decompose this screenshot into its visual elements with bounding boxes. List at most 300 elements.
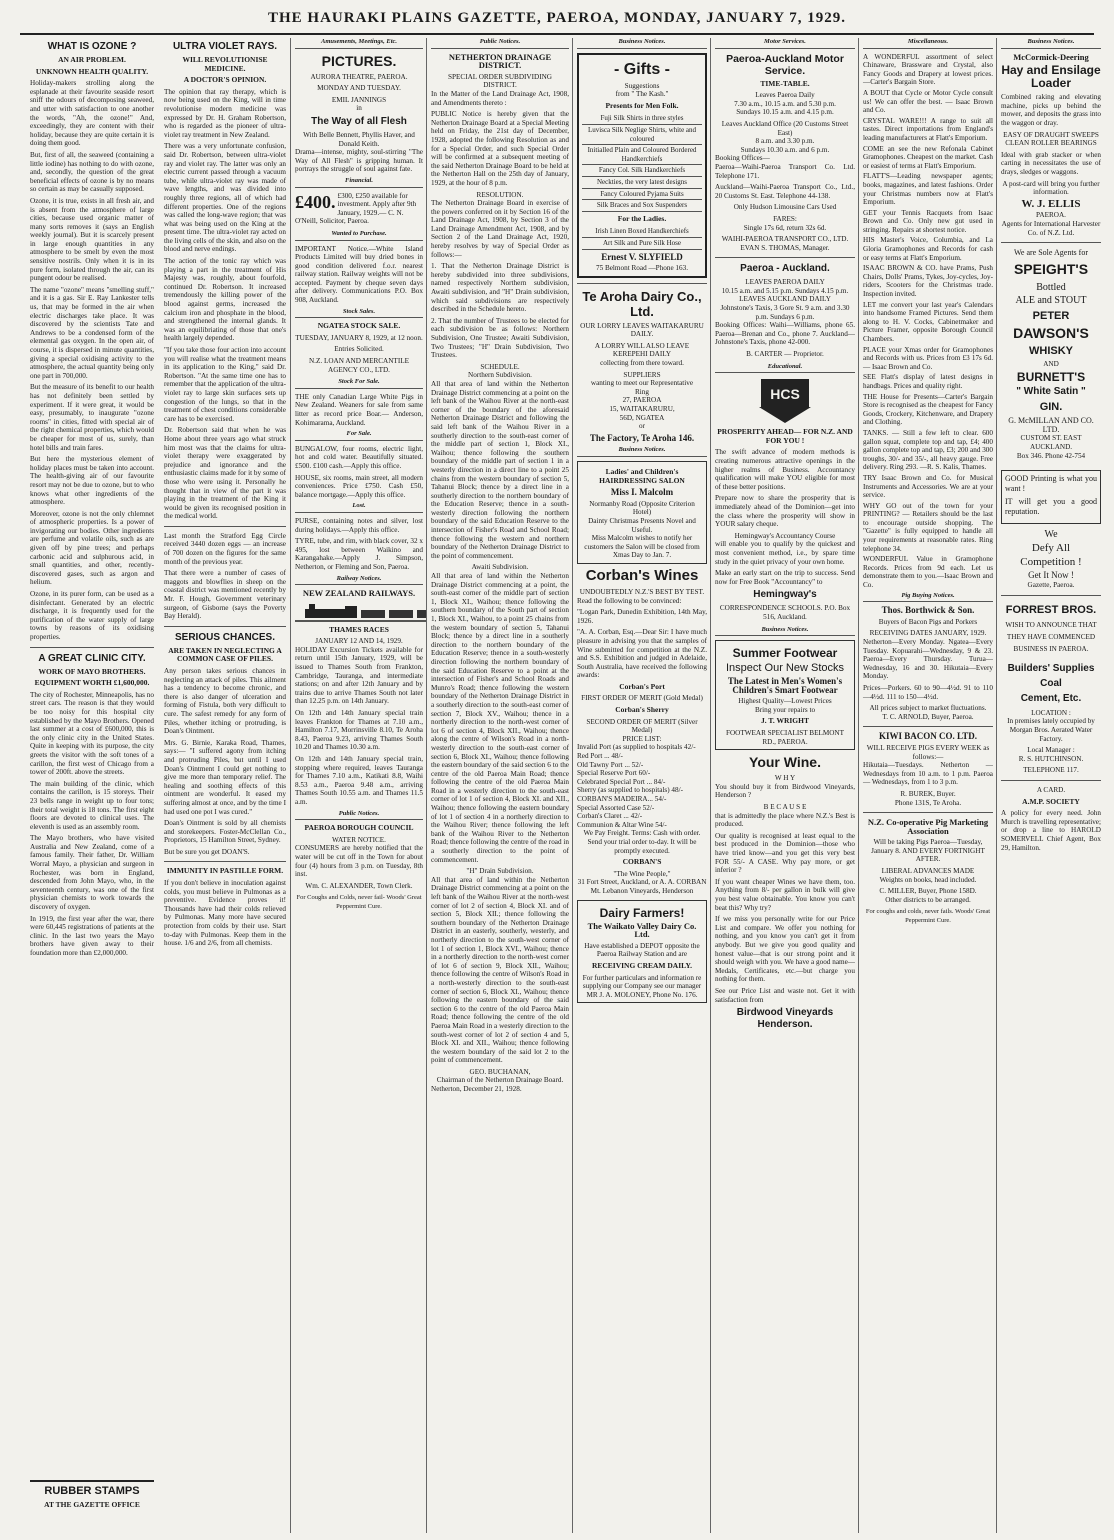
gift-item: Initialled Plain and Coloured Bordered Handkerchiefs [582,145,702,165]
paeroa-auckland-title: Paeroa - Auckland. [740,263,830,275]
awaiti-heading: Awaiti Subdivision. [471,563,529,572]
gin: GIN. [1039,401,1063,414]
pictures-heading: PICTURES. [321,52,397,69]
location-heading: LOCATION : [1031,708,1071,717]
motor-service-title: Paeroa-Auckland Motor Service. [726,52,844,77]
column-7 [858,38,997,1533]
pa-line: LEAVES AUCKLAND DAILY [739,295,831,304]
prosperity-heading: PROSPERITY AHEAD— FOR N.Z. AND FOR YOU ! [717,427,853,445]
further-info: For further particulars and information re supplying our Company see our manager [582,973,702,991]
fares: Single 17s 6d, return 32s 6d. [743,223,827,232]
misc-ad: CRYSTAL WARE!!! A range to suit all tastes. Direct importations from England's leading manufacturers at Flatt's Emporium. [863,116,993,142]
salon-closed: Miss Malcolm wishes to notify her customers the Salon will be closed from Xmas Day to Jan. 7. [584,534,700,560]
corban-address: 31 Fort Street, Auckland, or A. A. CORBAN Mt. Lebanon Vineyards, Henderson [577,878,707,895]
phone-number: 15, WAITAKARURU, [609,405,675,414]
defy-all: Defy All [1031,542,1071,555]
salon-address: Normanby Road (Opposite Criterion Hotel) [589,499,695,517]
hay-postcard: A post-card will bring you further information. [1002,179,1100,197]
pa-booking: Booking Offices: Waihi—Williams, phone 65. Paeroa—Brenan and Co., phone 7. Auckland—Johnstone's Taxis, phone 42-000. [715,321,855,347]
salon-ad [577,461,707,564]
ultraviolet-subtitle-2: A DOCTOR'S OPINION. [183,75,267,85]
hay-features: EASY OF DRAUGHT SWEEPS CLEAN ROLLER BEARINGS [1003,130,1099,148]
wine-paragraph: If we miss you personally write for our Price List and compare. We offer you nothing for nothing, and you know you can't get it from anybody. But we give you good quality and honest value—that is our strong point and it should weigh with you. We have a good name—Medals, Certificates, etc.—but charge you nothing for them. [715,915,855,984]
wine-people: "The Wine People," [613,869,671,878]
pig-buyer: T. C. ARNOLD, Buyer, Paeroa. [882,712,974,721]
misc-ad: PLACE your Xmas order for Gramophones and Records with us. Prices from £3 17s 6d.— Isaac Brown and Co. [863,345,993,371]
salon-title: Ladies' and Children's HAIRDRESSING SALON [599,467,685,485]
gift-item: Neckties, the very latest designs [582,177,702,189]
slyfield-name: Ernest V. SLYFIELD [601,251,683,262]
water-notice: CONSUMERS are hereby notified that the water will be cut off in the Town for about four (4) hours from 3 p.m. on Tuesday, 8th inst. [295,844,423,879]
why: W H Y [774,774,796,783]
train-icon [295,601,427,623]
local-manager: R. S. HUTCHINSON. [1018,754,1084,763]
film-cast: With Belle Bennett, Phyllis Haver, and Donald Keith. [303,130,415,148]
column-6 [710,38,859,1533]
timetable-line: 7.30 a.m., 10.15 a.m. and 5.30 p.m. [734,99,836,108]
gifts-title: - Gifts - [614,60,670,78]
corban-port-award: FIRST ORDER OF MERIT (Gold Medal) [581,694,703,703]
hemingway-address: CORRESPONDENCE SCHOOLS. P.O. Box 516, Auckland. [719,604,851,621]
pa-line: 10.15 a.m. and 5.15 p.m. Sundays 4.15 p.m. [721,286,849,295]
film-star: EMIL JANNINGS [331,95,387,104]
kiwi-dates: Hikutaia—Tuesdays. Netherton — Wednesdays from 10 a.m. to 1 p.m. Paeroa — Wednesdays, from 1 to 3 p.m. [863,761,993,787]
for-sale-label: For Sale. [295,430,423,441]
business-notices-label: Business Notices. [577,38,707,49]
stock-sales-label: Stock Sales. [295,308,423,319]
send-order: Send your trial order to-day. It will be promptly executed. [587,837,697,855]
misc-ad: COME an see the new Refonala Cabinet Gramophones. Cheapest on the market. Cash or easiest of terms at Flatt's Emporium. [863,144,993,170]
ultraviolet-paragraph: "If you take those four action into account you will realise what the treatment means in its application to the King," said Dr. Robertson. "At the same time one has to remember that the application of the ultra-violet ray to large skin surfaces sets up congestion of the lungs, so that in the treatment of chest conditions considerable care has to be exercised. [164,346,286,423]
misc-ad: ISAAC BROWN & CO. have Prams, Push Chairs, Dolls' Prams, Tykes, Joy-cycles, Joy-riders, Scooters for the Christmas trade. Inspection invited. [863,264,993,299]
footwear-quality: Highest Quality—Lowest Prices [738,697,832,706]
salon-owner: Miss I. Malcolm [610,487,674,498]
film-title: The Way of all Flesh [311,115,407,127]
timetable-line: Leaves Auckland Office (20 Customs Street East) [721,119,849,137]
ellis-name: W. J. ELLIS [1021,197,1081,210]
ultraviolet-paragraph: There was a very unfortunate confusion, said Dr. Robertson, between ultra-violet ray and violet ray. The latter was only an electric current passed through a vacuum tube, while ultra-violet ray was made of wave lengths, and was divided into roughly three regions, all of which had different properties. One of the regions was called the long-wave region; that was what was being used on the King at the present time. The ultra-violet ray acted on the living cells of the skin, and also on the blood and nerve endings. [164,142,286,254]
ultraviolet-paragraph: The opinion that ray therapy, which is now being used on the King, will in time revolutionise modern medicine was expressed by Dr. H. Graham Robertson, who is regarded as the pioneer of ultra-violet ray treatment in New Zealand. [164,87,286,139]
public-notices-label: Public Notices. [295,810,423,821]
price-item: CORBAN'S MADEIRA... 54/- [577,795,667,803]
drainage-paragraph: All that area of land within the Netherton Drainage District commencing at a point on the left bank of the Waihou River at the north-west corner of lot 2 of section 4, Block XI. and of section 5, Block XII.; thence following the southern boundary of the Netherton Drainage District in an easterly, southerly, westerly, and northerly direction to the south-west corner of lot 1 of section 1, Block XVI., Waihou; thence in a northerly direction to the north-west corner of lot 6 of section 9, Block XII., Waihou; thence following the centre of Wilson's Road in a north-westerly direction to the south-east corner of section 6, Block XI., Waihou; thence following the eastern boundary of the said section 6 to the centre of the old Paeroa Main Road; thence following the centre of the old Paeroa Main Road in a westerly direction to the south-west corner of lot 2 of section 4 and 5, Block XI. and XII., Waihou; thence following the western boundary of the said lot 2 to the point of commencement. [431,875,569,1065]
drainage-subtitle: SPECIAL ORDER SUBDIVIDING DISTRICT. [448,72,552,90]
railway-paragraph: On 12th and 14th January special train, stopping where required, leaves Tauranga for Thames 7.10 a.m., Katikati 8.8, Waihi 8.53 a.m., Paeroa 9.48 a.m., arriving Thames South 10.55 a.m. and Thames 11.5 a.m. [295,755,423,806]
hemingway-course: Hemingway's Accountancy Course [734,531,836,540]
cement: Cement, Etc. [1020,692,1082,704]
loan-text: £300, £250 available for investment. Apply after 9th January, 1929.— C. N. O'Neill, Solicitor, Paeroa. [295,191,417,226]
stock-for-sale-label: Stock For Sale. [295,378,423,389]
price-item: Celebrated Special Port ... 84/- [577,777,666,786]
misc-ad: WONDERFUL Value in Gramophone Records. Prices from 9d each. Let us demonstrate them to you.—Isaac Brown and Co. [863,555,993,590]
coop-dates: Will be taking Pigs Paeroa—Tuesday, January 8. AND EVERY FORTNIGHT AFTER. [871,838,985,864]
gift-item: Silk Braces and Sox Suspenders [582,200,702,212]
manager-phone: MR J. A. MOLONEY, Phone No. 176. [586,990,698,999]
business-notices-label: Business Notices. [1001,38,1101,49]
nz-loan: N.Z. LOAN AND MERCANTILE AGENCY CO., LTD. [308,357,410,374]
railway-paragraph: HOLIDAY Excursion Tickets available for return until 15th January, 1929, will be issued to Thames South from Frankton, Cambridge, Tauranga, and intermediate stations; on and after 12th January and by trains due to arrive Thames South not later than 12.25 p.m. on 14th January. [295,645,423,706]
bungalow-ad: BUNGALOW, four rooms, electric light, hot and cold water. Beautifully situated. £500. £100 cash.—Apply this office. [295,444,423,470]
booking-office: Paeroa—Waihi-Paeroa Transport Co. Ltd. Telephone 171. [715,162,855,180]
amp-society: A.M.P. SOCIETY [1022,796,1080,806]
wine-paragraph: See our Price List and waste not. Get it with satisfaction from [715,986,855,1004]
financial-label: Financial. [295,177,423,188]
wanting: wanting to meet our Representative [590,379,694,388]
price-item: Old Tawny Port ... 52/- [577,760,644,769]
corban-letter: "A. A. Corban, Esq.—Dear Sir: I have much pleasure in advising you that the samples of Wine submitted for competition at the N.Z. and S.S. Exhibition and judged in Adelaide, South Australia, have received the following awards: [577,628,707,680]
gifts-ladies: For the Ladies. [617,213,667,223]
wanted-ad: IMPORTANT Notice.—White Island Products Limited will buy dried bones in good condition delivered f.o.r. nearest railway station. Railway weights will not be accepted. Payment by cheque seven days after delivery. Communications P.O. Box 908, Auckland. [295,244,423,305]
amusements-label: Amusements, Meetings, Etc. [295,38,423,49]
footwear-address: FOOTWEAR SPECIALIST BELMONT RD., PAEROA. [725,729,845,746]
clinic-subtitle: WORK OF MAYO BROTHERS. [38,666,146,676]
price-item: Special Assorted Case 52/- [577,803,655,812]
coughs-footer: For coughs and colds, never fails. Woods' Great Peppermint Cure. [865,908,991,925]
clinic-paragraph: In 1919, the first year after the war, there were 60,445 registrations of patients at the clinic. In the last two years the Mayo brothers have given away to their foundation more than £2,000,000. [30,914,154,957]
gifts-ad [577,53,707,278]
public-notices-label: Public Notices. [431,38,569,49]
corban-title: Corban's Wines [585,566,699,584]
drainage-paragraph: All that area of land within the Netherton Drainage District commencing at a point on the left bank of the Waihou River at the north-east corner of the boundary of the aforesaid Netherton Drainage District and following the said left bank of the Waihou River in a southerly direction to the south-east corner of the middle part of section 1, Block XI., Waihou; thence following the southern boundary of the middle part of section 1 in a westerly direction in a direct line to a point 25 chains from the western boundary of section 5, Tahanui Block; thence by a direct line in a southerly direction to the northern boundary of the Education Reserve; thence in a south-westerly direction following the northern boundary of the said Education Reserve to the intersection of Fisher's Road and School Road; thence following the western and northern boundary of the Netherton Drainage District to the point of commencement. [431,379,569,560]
telephone: TELEPHONE 117. [1023,766,1079,775]
gift-item: Fuji Silk Shirts in three styles [582,113,702,125]
gift-item: Art Silk and Pure Silk Hose [582,238,702,250]
lorry-notice: OUR LORRY LEAVES WAITAKARURU DAILY. [580,321,704,339]
timetable-line: Sundays 10.30 a.m. and 6 p.m. [740,145,830,154]
price-item: Invalid Port (as supplied to hospitals 42/- [577,743,696,752]
corban-port: Corban's Port [619,681,665,691]
hay-loader-title: Hay and Ensilage Loader [1001,63,1101,91]
drainage-paragraph: 1. That the Netherton Drainage District is hereby subdivided into three subdivisions, named respectively Northern subdivision, Awaiti subdivision, and "H" Drain subdivision, which said subdivisions are respectively described in the Schedule hereto. [431,262,569,314]
footwear-latest: The Latest in Men's Women's Children's Smart Footwear [727,676,843,695]
piles-subtitle: ARE TAKEN IN NEGLECTING A COMMON CASE OF PILES. [168,645,282,664]
birdwood-name: Birdwood Vineyards Henderson. [736,1007,834,1031]
booking-office: Auckland—Waihi-Paeroa Transport Co., Ltd., 20 Customs St. East. Telephone 44-138. [715,183,855,200]
forrest-bros: FORREST BROS. [1005,603,1097,616]
piles-paragraph: Doan's Ointment is sold by all chemists and storekeepers. Foster-McClellan Co., Proprietors, 15 Hamilton Street, Sydney. [164,819,286,845]
dawsons: DAWSON'S [1013,324,1089,341]
gazette-paeroa: Gazette, Paeroa. [1027,581,1075,590]
we: We [1044,529,1058,541]
ozone-subtitle: AN AIR PROBLEM. [58,55,126,64]
timetable-heading: TIME-TABLE. [760,78,810,88]
good-printing: GOOD Printing is what you want ! [1005,474,1097,494]
mcmillan-address: CUSTOM ST. EAST AUCKLAND. [1020,434,1082,452]
borthwick-sub: Buyers of Bacon Pigs and Porkers [878,617,978,626]
price-item: Sherry (as supplied to hospitals) 48/- [577,786,684,795]
railway-paragraph: On 12th and 14th January special train leaves Frankton for Thames at 7.10 a.m., Hamilton 7.17, Morrinsville 8.10, Te Aroha 8.43, Paeroa 9.23, arriving Thames South 10.20 and Thames 10.30 a.m. [295,709,423,752]
mccormick-title: McCormick-Deering [1013,51,1089,62]
footwear-ad [715,640,855,750]
misc-ad: FLATT'S—Leading newspaper agents; books, magazines, and latest fashions. Order your Christmas numbers now at Flatt's Emporium. [863,172,993,207]
corban-read: Read the following to be convinced: [577,596,682,605]
film-description: Drama—intense, mighty, soul-stirring "The Way of All Flesh" is gripping human. It portrays the struggle of soul against fate. [295,148,423,174]
corban-undoubtedly: UNDOUBTEDLY N.Z.'S BEST BY TEST. [579,587,705,596]
corbans-name: CORBAN'S [622,857,662,867]
mcmillan-name: G. McMILLAN AND CO. LTD. [1008,416,1094,434]
price-item: Corban's Claret ... 42/- [577,812,643,821]
dairy-farmers-title: Dairy Farmers! [599,905,685,920]
educational-label: Educational. [715,363,855,374]
ale-stout: ALE and STOUT [1015,294,1087,306]
wine-paragraph: that is admittedly the place where N.Z.'s Best is produced. [715,811,855,829]
purse-ad: PURSE, containing notes and silver, lost during holidays.—Apply this office. [295,516,423,534]
piles-paragraph: Mrs. G. Birnie, Karaka Road, Thames, says:— "I suffered agony from itching and protruding Piles, but until I used Doan's Ointment I could get nothing to give me more than temporary relief. The healing and soothing effects of this ointment are wonderful. It eased my suffering almost at once, and by the time I had used one pot I was cured." [164,738,286,816]
misc-ad: HIS Master's Voice, Columbia, and La Gloria Gramophones and Records for cash or easy terms at Flatt's Emporium. [863,236,993,262]
wanted-label: Wanted to Purchase. [295,230,423,241]
your-wine-title: Your Wine. [749,754,821,771]
builders-supplies: Builders' Supplies [1007,662,1095,674]
misc-ad: GET your Tennis Racquets from Isaac Brown and Co. Only new gut used in stringing. Repairs at shortest notice. [863,208,993,234]
footwear-title: Summer Footwear [732,646,838,661]
pa-line: Johnstone's Taxis, 3 Gore St. 9 a.m. and 3.30 p.m. Sundays 6 p.m. [720,304,850,321]
rubber-stamps-ad [30,1480,154,1512]
competition: Competition ! [1020,556,1082,569]
wine-paragraph: Our quality is recognised at least equal to the best produced in the Dominion—those who have tried know—and you get this very best FOR 55/- A CASE. Why pay more, or get inferior ? [715,831,855,875]
show-days: MONDAY AND TUESDAY. [317,84,401,93]
column-3 [290,38,427,1533]
collecting: collecting from there toward. [600,359,684,368]
footwear-inspect: Inspect Our New Stocks [726,662,844,675]
education-paragraph: Prepare now to share the prosperity that is immediately ahead of the Dominion—get into the class where the prosperity will show in YOUR salary cheque. [715,494,855,529]
education-paragraph: The swift advance of modern methods is creating numerous attractive openings in the higher realms of Business. Accountancy qualification will make YOU eligible for most of these better positions. [715,448,855,491]
transport-manager: EVAN S. THOMAS, Manager. [740,243,830,252]
education-paragraph: Make an early start on the trip to success. Send now for Free Book "Accountancy" to [715,569,855,586]
piles-paragraph: But be sure you get DOAN'S. [164,847,250,856]
burnetts: BURNETT'S [1016,370,1086,385]
wine-paragraph: If you want cheaper Wines we have them, too. Anything from 8/- per gallon in bulk will give you best value obtainable. You know you can't beat this? Why try? [715,877,855,912]
transport-co: WAIHI-PAEROA TRANSPORT CO., LTD. [721,235,849,244]
drainage-title: NETHERTON DRAINAGE DISTRICT. [448,51,552,71]
lost-label: Lost. [295,502,423,513]
freight: We Pay Freight. Terms: Cash with order. [583,829,701,838]
coop-buyer: C. MILLER, Buyer, Phone 158D. [879,887,977,896]
ngatea-title: NGATEA STOCK SALE. [317,321,401,331]
booking-heading: Booking Offices— [715,154,770,163]
gift-item: Luvisca Silk Neglige Shirts, white and coloured [582,125,702,145]
get-it-now: Get It Now ! [1028,570,1074,581]
pig-prices: Prices—Porkers. 60 to 90—4½d. 91 to 110—4½d. 111 to 150—4½d. [863,683,993,701]
piles-title: SERIOUS CHANCES. [174,631,275,643]
misc-ad: LET me convert your last year's Calendars into handsome Framed Pictures. Send them along to H. V. Cocks, Cabinetmaker and Picture Framer, opposite Borough Council Chambers. [863,300,993,343]
depot-notice: Have established a DEPOT opposite the Paeroa Railway Station and are [584,941,700,959]
water-notice-title: WATER NOTICE. [332,835,386,844]
price-item: Communion & Altar Wine 54/- [577,820,667,829]
tyre-ad: TYRE, tube, and rim, with black cover, 32 x 495, lost between Waikino and Karangahake.—Apply J. Simpson, Netherton, or Fleming and Son, Paeroa. [295,537,423,571]
ultraviolet-title: ULTRA VIOLET RAYS. [172,41,278,52]
hdrain-heading: "H" Drain Subdivision. [466,867,534,876]
ellis-town: PAEROA. [1036,211,1066,220]
ultraviolet-subtitle: WILL REVOLUTIONISE MEDICINE. [182,55,268,73]
price-item: Special Reserve Port 60/- [577,769,651,778]
factory-phone: The Factory, Te Aroha 146. [589,432,695,443]
business-notices-label: Business Notices. [715,626,855,637]
signature: GEO. BUCHANAN, [469,1067,531,1076]
drainage-paragraph: 2. That the number of Trustees to be elected for each subdivision be as follows: Northern Subdivision, One Trustee; Awaiti Subdivision, Two Trustees; "H" Drain Subdivision, Two Trustees. [431,316,569,360]
wine-paragraph: You should buy it from Birdwood Vineyards, Henderson ? [715,782,855,800]
notice-date: Netherton, December 21, 1928. [431,1085,522,1094]
film-in: in [356,104,362,113]
forrest-announce: WISH TO ANNOUNCE THAT THEY HAVE COMMENCED BUSINESS IN PAEROA. [1005,620,1097,653]
kiwi-buyer: R. BUREK, Buyer. [900,789,956,798]
speights: SPEIGHT'S [1013,260,1089,277]
mcmillan-box: Box 346. Phone 42-754 [1016,451,1086,460]
news-item: Last month the Stratford Egg Circle received 3440 dozen eggs — an increase of 700 dozen on the figures for the same month of the previous year. [164,531,286,566]
good-reputation: IT will get you a good reputation. [1005,497,1097,517]
railway-label: Railway Notices. [295,575,423,586]
piles-paragraph: Any person takes serious chances in neglecting an attack of piles. This ailment has a tendency to become chronic, and there is also danger of ulceration and forming of Fistula, both very difficult to cure. The safest remedy for any form of Piles, whether itching or protruding, is Doan's Ointment. [164,667,286,736]
pigs-ad: THE only Canadian Large White Pigs in New Zealand. Weaners for sale from same litter as record price Boar.— Anderson, Kohimarama, Auckland. [295,392,423,427]
ozone-paragraph: Ozone, in its purer form, can be used as a disinfectant. Generated by an electric discharge, it is frequently used for the purification of the water supply of large towns by reasons of its oxidising properties. [30,590,154,641]
ellis-agents: Agents for International Harvester Co. of N.Z. Ltd. [1001,219,1101,237]
schedule-heading: SCHEDULE. [480,362,520,371]
ozone-paragraph: But here the mysterious element of holiday places must be taken into account. The health-giving air of our favourite resort may not be due to ozone, but to who knows what other ingredients of the atmosphere. [30,455,154,507]
coughs-footer: For Coughs and Colds, never fail- Woods' Great Peppermint Cure. [296,894,422,910]
hemingway-name: Hemingway's [753,589,817,601]
coal: Coal [1040,677,1062,689]
corban-sherry-award: SECOND ORDER OF MERIT (Silver Medal) [586,717,698,735]
card-heading: A CARD. [1036,786,1066,794]
races-title: THAMES RACES [329,624,389,634]
gifts-suggestions: Suggestions [624,81,660,90]
ozone-paragraph: But the measure of its benefit to our health has not definitely been settled by experiment. If it were great, it would be easy, presumably, to inaugurate "ozone rooms" in cities, fitted with special air of the right chemical properties, which would be cheaper for most of us, surely, than hotel bills and train fares. [30,383,154,452]
drainage-paragraph: All that area of land within the Netherton Drainage District commencing at a point, the south-east corner of the middle part of section 1, Block XI., Waihou; thence following the southern boundary of the South part of section 1, Block XI., Waihou, to a point 25 chains from the western boundary of section 5, Tahanui Block; thence by a direct line in a southerly direction to the northern boundary of the Education Reserve; thence in a south-westerly direction following the northern boundary of the said Education Reserve to a point at the intersection of Fisher's and School Roads and Munro's Road; thence following the western boundary of the Netherton Drainage District in a southerly direction to the south-east corner of section 7, Block XV., Waihou; thence in a northerly direction to the north-west corner of lot 6 of section 4, Block XII., Waihou; thence along the centre of Wilson's Road in a north-westerly direction to the south-east corner of section 6, Block XI., Waihou; thence following the eastern boundary of the said section 6 to the centre of the old Paeroa Main Road; thence following the centre of the old Paeroa Main Road in a westerly direction to the south-east corner of lot 1 of section 4, Block XI. and XII., Waihou; thence following the eastern boundary of lot 1 of section 4 in a northerly direction to the Waihou River; thence following the left bank of the Waihou River to the Netherton Road; thence following the centre of the road in a southerly direction to the point of commencement. [431,572,569,864]
column-2 [160,38,290,1533]
corban-sherry: Corban's Sherry [615,705,669,715]
misc-ad: TANKS. — Still a few left to clear. 600 gallon squat, complete top and tap, £4; 400 gallon complete top and tap, £3; 200 and 300 troughs, 30/- and 35/-, all heavy gauge. Free delivery. Ring 293. —R. S. Kalis, Thames. [863,428,993,472]
printing-ad [1001,470,1101,524]
bottled: Bottled [1036,281,1066,293]
signature-title: Chairman of the Netherton Drainage Board. [436,1076,564,1085]
weights: Weights on books, head included. [879,875,977,884]
ozone-paragraph: Ozone, it is true, exists in all fresh air, and is absent from the atmosphere of large cities, because used organic matter of many sorts removes it (says an English weekly journal). But it is scarcely present in large enough quantities in any atmosphere to be smelt by even the most sensitive nostrils. Only when it is in its pure form, isolated through the air, can its pungent odour be realised. [30,196,154,283]
clinic-title: A GREAT CLINIC CITY. [38,652,146,664]
entries: Entries Solicited. [334,345,384,354]
or-text: or [639,422,645,431]
ring: Ring [635,387,649,396]
lorry-notice-2: A LORRY WILL ALSO LEAVE KEREPEHI DAILY [594,341,690,359]
amp-text: A policy for every need. John Murch is travelling representative; or drop a line to HAROLD SOMERVELL Chief Agent, Box 29, Hamilton. [1001,809,1101,852]
pastille-paragraph: If you don't believe in inoculation against colds, you must believe in Pulmonas as a preventive. Evidence proves it! Thousands have had their colds relieved by Pulmonas. Many more have secured protection from colds by their use. Start to-day with Pulmonas. Keep them in the house. 1/6 and 2/6, from all chemists. [164,879,286,948]
rubber-stamps-subtitle: AT THE GAZETTE OFFICE [44,1500,140,1509]
clinic-paragraph: The main building of the clinic, which contains the carillon, is 15 storeys. Their 23 bells range in weight up to four tons; their total weight is 18 tons. The first eight floors are devoted to clinical uses. The eleventh is used as an assembly room. [30,779,154,831]
location-text: In premises lately occupied by Morgan Bros. Aerated Water Factory. [1007,717,1095,743]
white-satin: " White Satin " [1016,386,1086,398]
hudson-cars: Only Hudson Limousine Cars Used [733,203,837,212]
ozone-paragraph: The name "ozone" means "smelling stuff," and it is a gas. Sir E. Ray Lankester tells us, that may be formed in the air when electric discharges take place. It was discovered by the scientists Tate and Andrews to be a condensed form of the elemental gas oxygen. In the open air, of course, it is dispersed in minute quantities, giving a special oxidising activity to the atmosphere, the actual quantity being only one part in 700,000. [30,285,154,380]
pig-buying-label: Pig Buying Notices. [863,592,993,603]
drainage-paragraph: The Netherton Drainage Board in exercise of the powers conferred on it by Section 16 of the Land Drainage Act, 1908, by Section 3 of the Land Drainage Amendment Act, 1908, and by Section 2 of the Land Drainage Act, 1920, hereby resolves by way of Special Order as follows:— [431,199,569,259]
house-ad: HOUSE, six rooms, main street, all modern conveniences. Price £750. Cash £50, balance mortgage.—Apply this office. [295,473,423,499]
education-paragraph: will enable you to qualify by the quickest and most convenient method, i.e., by spare time study in the quiet privacy of your own home. [715,540,855,566]
borthwick-title: Thos. Borthwick & Son. [881,605,975,616]
price-item: Red Port ... 48/- [577,752,623,761]
timetable-line: Sundays 10.15 a.m. and 4.15 p.m. [736,108,834,117]
waikato-dairy: The Waikato Valley Dairy Co. Ltd. [587,920,697,940]
misc-ad: A BOUT that Cycle or Motor Cycle consult us! We can offer the best. — Isaac Brown and Co. [863,88,993,115]
loan-amount: £400. [295,191,336,212]
ozone-paragraph: But, first of all, the seaweed (containing a little iodine) has nothing to do with ozone, and, secondly, the question of the great beneficial effects of ozone is by no means so certain as may be casually supposed. [30,150,154,194]
theatre-name: AURORA THEATRE, PAEROA. [310,72,408,81]
pig-dates: Netherton—Every Monday. Ngatea—Every Tuesday. Kopuarahi—Wednesday, 9 & 23. Paeroa—Every Thursday. Turua—Wednesday, 16 and 30. Hikutaia—Every Monday. [863,638,993,681]
whisky: WHISKY [1029,344,1073,357]
salon-xmas: Dainty Christmas Presents Novel and Useful. [588,516,696,534]
column-4 [426,38,573,1533]
fares-heading: FARES: [773,214,797,223]
misc-ad: A WONDERFUL assortment of select Chinaware, Brassware and Crystal, also Fancy Goods and Drapery at lowest prices.—Carter's Bargain Store. [863,52,993,87]
gifts-from: from " The Kash." [615,90,669,99]
kiwi-phone: Phone 131S, Te Aroha. [894,798,962,807]
timetable-line: 8 a.m. and 3.30 p.m. [755,137,815,146]
town-clerk: Wm. C. ALEXANDER, Town Clerk. [305,881,413,890]
pastille-title: IMMUNITY IN PASTILLE FORM. [166,866,284,876]
ozone-subtitle-2: UNKNOWN HEALTH QUALITY. [35,66,149,76]
liberal-advances: LIBERAL ADVANCES MADE [881,867,975,876]
ozone-title: WHAT IS OZONE ? [47,41,137,52]
misc-ad: THE House for Presents—Carter's Bargain Store is recognised as the cheapest for Fancy Goods, Crockery, Kitchenware, and Drapery and Clothing. [863,392,993,427]
masthead-rule [20,33,1094,35]
ultraviolet-paragraph: Dr. Robertson said that when he was Home about three years ago what struck him most was that the claims for ultra-violet therapy were exaggerated by prejudice and ignorance and the enthusiastic claims made for it by some of those who were using it. Personally he thought that in view of the part it was playing in the treatment of the King it would be given its recognised position in the medical world. [164,426,286,521]
receiving-dates: RECEIVING DATES JANUARY, 1929. [869,629,987,638]
misc-ad: WHY GO out of the town for your PRINTING? — Retailers should be the last to encourage outside shopping. The "Gazette" is fully equipped to handle all your requirements at reasonable rates. Ring telephone 34. [863,501,993,553]
rubber-stamps-title: RUBBER STAMPS [44,1485,140,1497]
business-notices-label: Business Notices. [577,446,707,457]
hay-ideal: Ideal with grab stacker or when carting in necessitates the use of drays, sledges or waggons. [1001,150,1101,176]
northern-heading: Northern Subdivision. [468,371,532,380]
slyfield-address: 75 Belmont Road —Phone 163. [595,264,689,273]
misc-ad: SEE Flatt's display of latest designs in handbags. Prices and quality right. [863,373,993,390]
clinic-paragraph: The Mayo brothers, who have visited Australia and New Zealand, come of a famous family. Their father, Dr. William Worral Mayo, a physician and surgeon in Rochester, was born in England, descended from John Mayo, who, in the seventeenth century, was one of the first physician chemists to work towards the discovery of oxygen. [30,834,154,912]
pa-line: LEAVES PAEROA DAILY [745,278,825,287]
gift-item: Irish Linen Boxed Handkerchiefs [582,226,702,238]
miscellaneous-label: Miscellaneous. [863,38,993,49]
council-title: PAEROA BOROUGH COUNCIL [304,823,414,833]
races-date: JANUARY 12 AND 14, 1929. [315,637,403,646]
column-5 [572,38,711,1533]
gift-item: Fancy Coloured Pyjama Suits [582,189,702,201]
footwear-bring: Bring your repairs to [754,705,816,714]
kiwi-bacon-title: KIWI BACON CO. LTD. [879,731,977,742]
misc-ad: TRY Isaac Brown and Co. for Musical Instruments and Accessories. We are at your service. [863,473,993,500]
drainage-paragraph: In the Matter of the Land Drainage Act, 1908, and Amendments thereto : [431,89,569,107]
local-manager-heading: Local Manager : [1027,746,1075,755]
sole-agents: We are Sole Agents for [1014,248,1088,258]
phone-number: 27, PAEROA [622,396,662,405]
masthead: THE HAURAKI PLAINS GAZETTE, PAEROA, MONDAY, JANUARY 7, 1929. [268,10,846,26]
column-1 [30,38,158,1533]
suppliers: SUPPLIERS [623,370,661,379]
hay-description: Combined raking and elevating machine, picks up behind the mower, and deposits the grass into the waggon or dray. [1001,93,1101,127]
resolution-heading: RESOLUTION. [476,190,524,199]
price-list-heading: PRICE LIST: [622,734,662,743]
ozone-paragraph: Moreover, ozone is not the only chlemnet of atmospheric properties. Is a power of invigorating our bodies. Other ingredients are perfume and volatile oils, such as are given off by pine trees; and perhaps carbonic acid and sulphurous acid, in small quantities, and other, recently-discovered gases, such as argon and helium. [30,509,154,587]
clinic-subtitle-2: EQUIPMENT WORTH £1,600,000. [34,678,150,688]
ngatea-date: TUESDAY, JANUARY 8, 1929, at 12 noon. [295,333,423,342]
column-8 [996,38,1101,1533]
corban-logan: "Logan Park, Dunedin Exhibition, 14th May, 1926. [577,608,707,625]
ozone-paragraph: Holiday-makers strolling along the esplanade at their favourite seaside resort sniff the odours of decomposing seaweed, and utter with satisfaction to one another the words, "Ah, the ozone!" And, exceedingly, they are content with their holiday, because they are quite certain it is doing them good. [30,79,154,148]
news-item: That there were a number of cases of maggots and blowflies in sheep on the coastal district was mentioned recently by Mr. F. Hough, Government veterinary surgeon, of Gisborne (says the Poverty Bay Herald). [164,569,286,621]
pig-subject: All prices subject to market fluctuations. [869,704,987,713]
gift-item: Fancy Col. Silk Handkerchiefs [582,165,702,177]
motor-services-label: Motor Services. [715,38,855,49]
and: AND [1043,359,1059,368]
gifts-men: Presents for Men Folk. [605,100,679,110]
receiving-cream: RECEIVING CREAM DAILY. [591,960,693,970]
dairy-farmers-ad [577,900,707,1004]
te-aroha-dairy-title: Te Aroha Dairy Co., Ltd. [582,288,702,319]
peter: PETER [1032,309,1070,322]
